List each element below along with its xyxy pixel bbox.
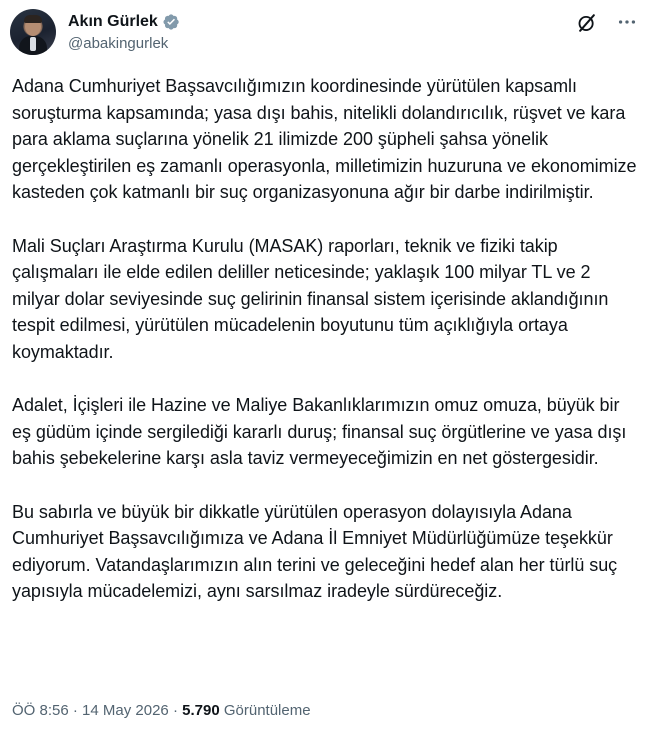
- views-count: 5.790: [182, 702, 220, 719]
- author-display-name[interactable]: Akın Gürlek: [68, 13, 158, 30]
- tweet-date[interactable]: 14 May 2026: [82, 702, 169, 719]
- tweet-paragraph: Adana Cumhuriyet Başsavcılığımızın koordinesinde yürütülen kapsamlı soruşturma kapsamında; yasa dışı bahis, nitelikli dolandırıcılık, rüşvet ve kara para aklama suçlarına yönelik 21 ilimizde 200 şüpheli şahsa yönelik gerçekleştirilen eş zamanlı operasyonla, milletimizin huzuruna ve ekonomimize kasteden çok katmanlı bir suç organizasyonuna ağır bir darbe indirilmiştir.: [12, 76, 637, 203]
- grok-icon[interactable]: [576, 12, 598, 34]
- avatar-hair: [24, 15, 42, 23]
- meta-separator: ·: [172, 702, 178, 719]
- name-row: [68, 12, 180, 32]
- tweet-paragraph: Adalet, İçişleri ile Hazine ve Maliye Bakanlıklarımızın omuz omuza, büyük bir eş güdüm içinde sergilediği kararlı duruş; finansal suç örgütlerine ve yasa dışı bahis şebekelerine karşı asla taviz vermeyeceğimizin en net göstergesidir.: [12, 395, 627, 469]
- tweet-time[interactable]: ÖÖ 8:56: [12, 702, 69, 719]
- avatar-shirt: [30, 37, 36, 51]
- views-label: Görüntüleme: [223, 702, 311, 719]
- tweet-meta: [12, 700, 311, 722]
- tweet-body: [12, 73, 640, 605]
- tweet-paragraph: Bu sabırla ve büyük bir dikkatle yürütülen operasyon dolayısıyla Adana Cumhuriyet Başsavcılığımıza ve Adana İl Emniyet Müdürlüğümüze teşekkür ediyorum. Vatandaşlarımızın alın terini ve geleceğini hedef alan her türlü suç yapısıyla mücadelemizi, aynı sarsılmaz iradeyle sürdüreceğiz.: [12, 501, 618, 602]
- tweet-header: [10, 9, 638, 57]
- author-handle[interactable]: @abakingurlek: [68, 35, 169, 52]
- avatar[interactable]: [10, 9, 56, 55]
- verified-badge-icon: [162, 13, 180, 31]
- more-options-icon[interactable]: [616, 11, 638, 33]
- meta-separator: ·: [72, 702, 78, 719]
- tweet-paragraph: Mali Suçları Araştırma Kurulu (MASAK) raporları, teknik ve fiziki takip çalışmaları ile elde edilen deliller neticesinde; yaklaşık 100 milyar TL ve 2 milyar dolar seviyesinde suç gelirinin finansal sistem içerisinde aklandığının tespit edilmesi, yürütülen mücadelenin boyutunu tüm açıklığıyla ortaya koymaktadır.: [12, 235, 609, 362]
